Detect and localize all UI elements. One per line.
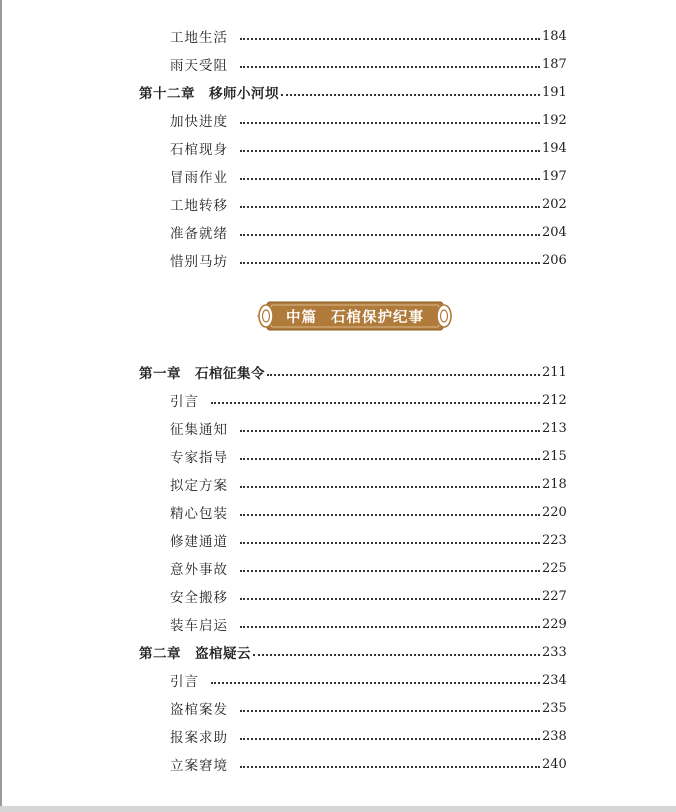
toc-entry-label: 立案窘境 — [170, 758, 228, 774]
toc-page-number: 233 — [542, 644, 567, 660]
toc-entry-label: 装车启运 — [170, 618, 228, 634]
toc-entry-label: 惜别马坊 — [170, 254, 228, 270]
toc-section-entry[interactable] — [0, 134, 676, 162]
toc-section-entry[interactable] — [0, 582, 676, 610]
section-title: 石棺保护纪事 — [331, 308, 424, 326]
toc-section-entry[interactable] — [0, 442, 676, 470]
dot-leader — [267, 374, 540, 376]
dot-leader — [240, 738, 540, 740]
toc-entry-label: 石棺现身 — [170, 142, 228, 158]
toc-entry-label: 引言 — [170, 674, 199, 690]
toc-entry-label: 报案求助 — [170, 730, 228, 746]
toc-section-entry[interactable] — [0, 246, 676, 274]
toc-entry-label: 工地生活 — [170, 30, 228, 46]
toc-entry-label: 第十二章 移师小河坝 — [139, 86, 279, 102]
dot-leader — [240, 570, 540, 572]
toc-section-entry[interactable] — [0, 554, 676, 582]
section-part: 中篇 — [286, 308, 317, 326]
dot-leader — [240, 626, 540, 628]
toc-page-number: 202 — [542, 196, 567, 212]
toc-page-number: 225 — [542, 560, 567, 576]
toc-chapter-entry[interactable] — [0, 78, 676, 106]
toc-entry-label: 专家指导 — [170, 450, 228, 466]
toc-section-entry[interactable] — [0, 694, 676, 722]
toc-section-entry[interactable] — [0, 50, 676, 78]
dot-leader — [240, 542, 540, 544]
toc-entry-label: 准备就绪 — [170, 226, 228, 242]
section-banner-title — [257, 300, 453, 332]
dot-leader — [240, 710, 540, 712]
section-banner — [257, 300, 453, 332]
toc-page-number: 211 — [542, 364, 567, 380]
dot-leader — [240, 234, 540, 236]
toc-section-entry[interactable] — [0, 498, 676, 526]
toc-page-number: 218 — [542, 476, 567, 492]
toc-entry-label: 第二章 盗棺疑云 — [139, 646, 251, 662]
toc-page-number: 197 — [542, 168, 567, 184]
toc-chapter-entry[interactable] — [0, 358, 676, 386]
toc-entry-label: 第一章 石棺征集令 — [139, 366, 265, 382]
toc-entry-label: 雨天受阻 — [170, 58, 228, 74]
toc-section-entry[interactable] — [0, 610, 676, 638]
toc-entry-label: 意外事故 — [170, 562, 228, 578]
toc-entry-label: 征集通知 — [170, 422, 228, 438]
toc-entry-label: 引言 — [170, 394, 199, 410]
toc-page-number: 204 — [542, 224, 567, 240]
toc-page-number: 235 — [542, 700, 567, 716]
toc-page-number: 238 — [542, 728, 567, 744]
dot-leader — [240, 150, 540, 152]
toc-page-number: 206 — [542, 252, 567, 268]
dot-leader — [240, 206, 540, 208]
toc-section-entry[interactable] — [0, 526, 676, 554]
toc-entry-label: 盗棺案发 — [170, 702, 228, 718]
dot-leader — [253, 654, 540, 656]
toc-entry-label: 加快进度 — [170, 114, 228, 130]
toc-section-entry[interactable] — [0, 414, 676, 442]
toc-page-number: 240 — [542, 756, 567, 772]
toc-page-number: 212 — [542, 392, 567, 408]
toc-page-number: 194 — [542, 140, 567, 156]
dot-leader — [240, 766, 540, 768]
toc-section-entry[interactable] — [0, 722, 676, 750]
dot-leader — [240, 122, 540, 124]
dot-leader — [240, 598, 540, 600]
dot-leader — [211, 682, 540, 684]
toc-page-number: 215 — [542, 448, 567, 464]
toc-page-number: 234 — [542, 672, 567, 688]
dot-leader — [240, 486, 540, 488]
toc-section-entry[interactable] — [0, 106, 676, 134]
dot-leader — [240, 66, 540, 68]
dot-leader — [240, 178, 540, 180]
dot-leader — [240, 430, 540, 432]
toc-page-number: 229 — [542, 616, 567, 632]
toc-page-number: 187 — [542, 56, 567, 72]
toc-page-number: 227 — [542, 588, 567, 604]
toc-section-entry[interactable] — [0, 470, 676, 498]
toc-section-entry[interactable] — [0, 22, 676, 50]
toc-section-entry[interactable] — [0, 750, 676, 778]
toc-entry-label: 修建通道 — [170, 534, 228, 550]
toc-page-number: 220 — [542, 504, 567, 520]
dot-leader — [281, 94, 540, 96]
dot-leader — [240, 458, 540, 460]
toc-page-number: 184 — [542, 28, 567, 44]
toc-entry-label: 精心包装 — [170, 506, 228, 522]
dot-leader — [240, 262, 540, 264]
toc-entry-label: 拟定方案 — [170, 478, 228, 494]
toc-page-number: 192 — [542, 112, 567, 128]
toc-page-number: 223 — [542, 532, 567, 548]
toc-section-entry[interactable] — [0, 386, 676, 414]
dot-leader — [240, 38, 540, 40]
toc-page-number: 213 — [542, 420, 567, 436]
toc-entry-label: 安全搬移 — [170, 590, 228, 606]
toc-entry-label: 工地转移 — [170, 198, 228, 214]
toc-section-entry[interactable] — [0, 666, 676, 694]
dot-leader — [240, 514, 540, 516]
toc-entry-label: 冒雨作业 — [170, 170, 228, 186]
toc-section-entry[interactable] — [0, 218, 676, 246]
toc-page-number: 191 — [542, 84, 567, 100]
dot-leader — [211, 402, 540, 404]
toc-chapter-entry[interactable] — [0, 638, 676, 666]
toc-section-entry[interactable] — [0, 162, 676, 190]
toc-section-entry[interactable] — [0, 190, 676, 218]
